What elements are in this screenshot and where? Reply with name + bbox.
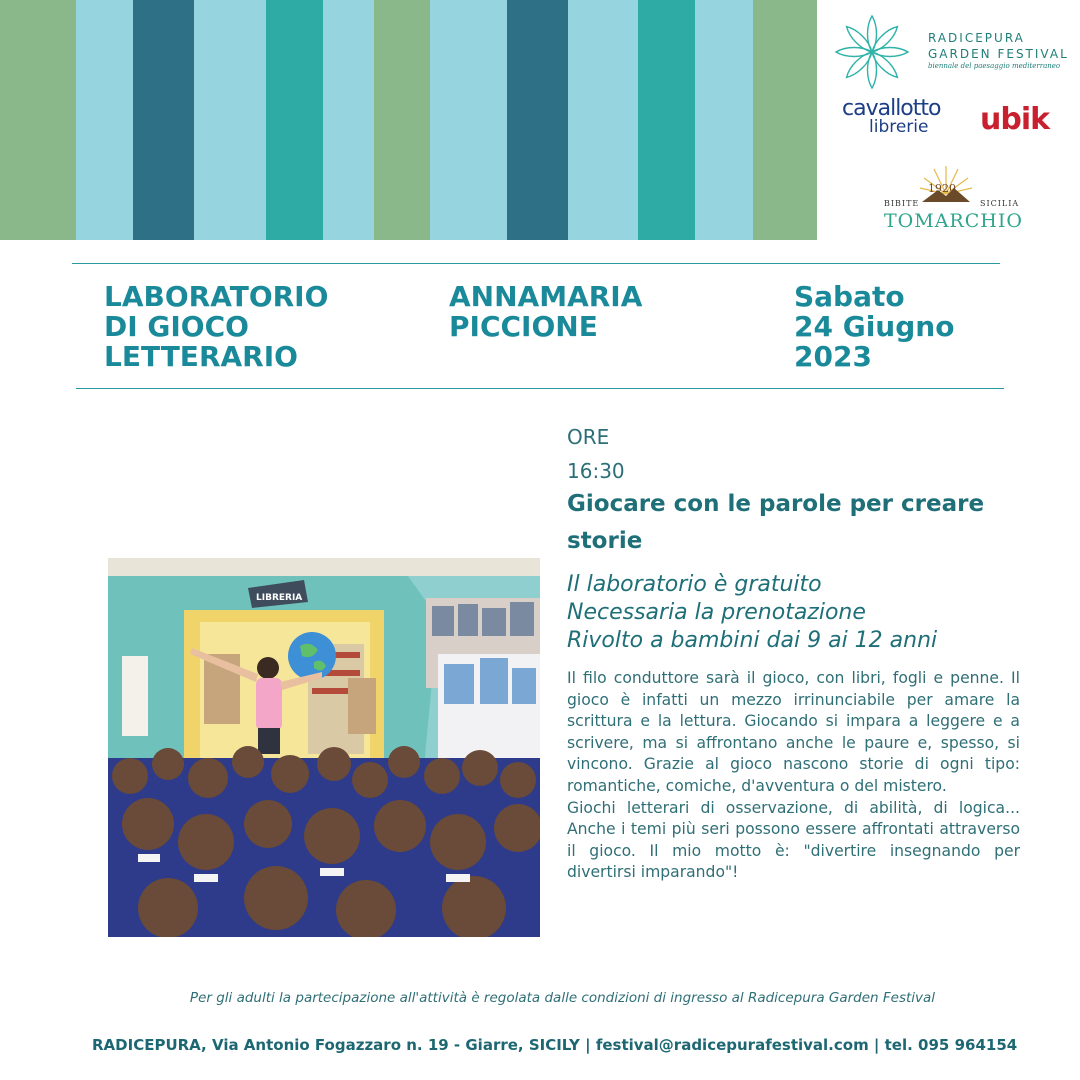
stripe xyxy=(76,0,133,240)
stripe xyxy=(374,0,430,240)
cavallotto-logo: cavallotto librerie xyxy=(842,96,941,137)
stripe xyxy=(323,0,374,240)
event-date: Sabato 24 Giugno 2023 xyxy=(794,280,955,373)
stripe xyxy=(753,0,817,240)
radicepura-tagline: biennale del paesaggio mediterraneo xyxy=(928,62,1061,70)
workshop-photo xyxy=(108,558,540,937)
event-time: ORE 16:30 xyxy=(567,425,625,483)
stripe xyxy=(507,0,568,240)
note-booking: Necessaria la prenotazione xyxy=(567,600,866,625)
radicepura-logo-text: RADICEPURA GARDEN FESTIVAL xyxy=(928,31,1069,61)
stripe xyxy=(133,0,194,240)
divider-bottom xyxy=(76,388,1004,389)
tomarchio-label-left: BIBITE xyxy=(884,199,920,208)
stripe xyxy=(568,0,638,240)
ubik-logo: ubik xyxy=(980,102,1050,137)
stripe xyxy=(430,0,507,240)
stripe xyxy=(194,0,266,240)
tomarchio-year: 1920 xyxy=(928,182,956,195)
description-paragraph: Il filo conduttore sarà il gioco, con libri, fogli e penne. Il gioco è infatti un mezzo irrinunciabile per amare la scrittura e la lettura. Giocando si impara a leggere e a scrivere, ma si affrontano anche le paure e, spesso, si vincono. Grazie al gioco nascono storie di ogni tipo: romantiche, comiche, d'avventura o del mistero. xyxy=(567,669,1020,795)
stripe xyxy=(0,0,76,240)
stripe xyxy=(695,0,753,240)
venue-address: RADICEPURA, Via Antonio Fogazzaro n. 19 - Giarre, SICILY | festival@radicepurafestival.com | tel. 095 964154 xyxy=(92,1036,1018,1054)
photo-sign-text: LIBRERIA xyxy=(256,593,303,603)
event-subtitle: Giocare con le parole per creare storie xyxy=(567,491,985,554)
event-notes xyxy=(567,571,937,655)
event-title: LABORATORIO DI GIOCO LETTERARIO xyxy=(104,280,329,373)
event-description xyxy=(567,668,1020,884)
radicepura-flower-logo xyxy=(832,12,912,92)
decorative-stripes xyxy=(0,0,817,240)
description-paragraph: Giochi letterari di osservazione, di abilità, di logica... Anche i temi più seri possono essere affrontati attraverso il gioco. Il mio motto è: "divertire insegnando per divertirsi imparando"! xyxy=(567,798,1020,882)
tomarchio-label-right: SICILIA xyxy=(980,199,1020,208)
note-free: Il laboratorio è gratuito xyxy=(567,572,822,597)
stripe xyxy=(266,0,323,240)
divider-top xyxy=(72,263,1000,264)
adult-participation-note: Per gli adulti la partecipazione all'attività è regolata dalle condizioni di ingresso al Radicepura Garden Festival xyxy=(189,990,936,1006)
tomarchio-logo: TOMARCHIO xyxy=(884,210,1023,232)
stripe xyxy=(638,0,695,240)
host-name: ANNAMARIA PICCIONE xyxy=(449,280,643,343)
note-audience: Rivolto a bambini dai 9 ai 12 anni xyxy=(567,628,938,653)
